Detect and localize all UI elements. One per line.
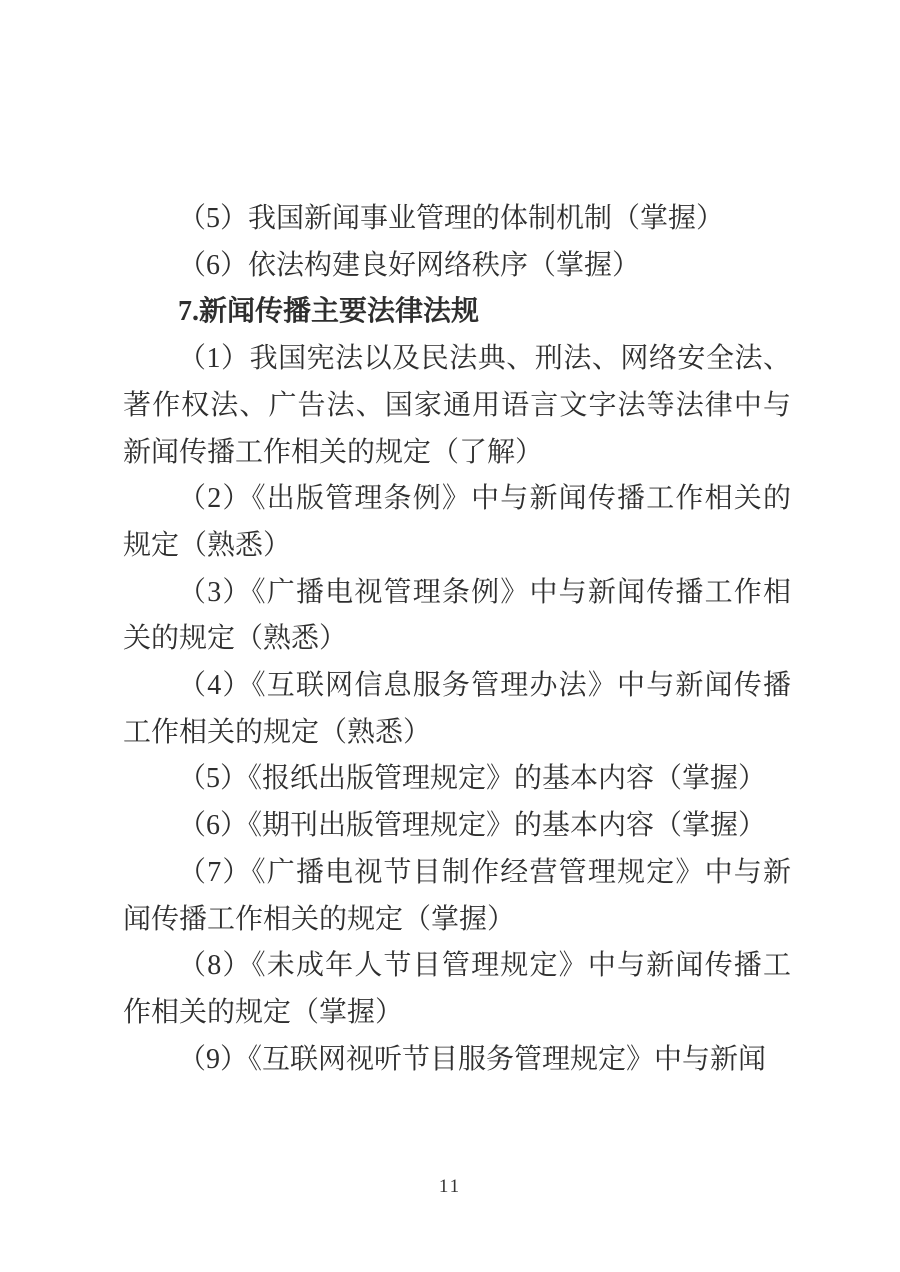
text-line: （5）我国新闻事业管理的体制机制（掌握） <box>178 203 725 234</box>
text-line: （6）依法构建良好网络秩序（掌握） <box>178 249 641 281</box>
text-line: （4）《互联网信息服务管理办法》中与新闻传播 <box>178 670 791 702</box>
section-heading: 7.新闻传播主要法律法规 <box>178 296 480 328</box>
text-line: （2）《出版管理条例》中与新闻传播工作相关的 <box>178 483 791 515</box>
text-line: 规定（熟悉） <box>123 529 292 561</box>
text-line: （9）《互联网视听节目服务管理规定》中与新闻 <box>178 1043 767 1075</box>
text-line: （7）《广播电视节目制作经营管理规定》中与新 <box>178 856 791 888</box>
document-body <box>123 196 791 1083</box>
text-line: 作相关的规定（掌握） <box>123 996 404 1028</box>
text-line: 工作相关的规定（熟悉） <box>123 716 432 748</box>
text-line: （5）《报纸出版管理规定》的基本内容（掌握） <box>178 763 767 795</box>
text-line: （8）《未成年人节目管理规定》中与新闻传播工 <box>178 950 791 982</box>
text-line: 关的规定（熟悉） <box>123 623 348 655</box>
text-line: 新闻传播工作相关的规定（了解） <box>123 436 544 468</box>
page-number: 11 <box>438 1176 462 1197</box>
text-line: （6）《期刊出版管理规定》的基本内容（掌握） <box>178 810 767 842</box>
text-line: 闻传播工作相关的规定（掌握） <box>123 903 516 935</box>
text-line: （1）我国宪法以及民法典、刑法、网络安全法、 <box>178 343 791 375</box>
text-line: 著作权法、广告法、国家通用语言文字法等法律中与 <box>123 389 791 421</box>
text-line: （3）《广播电视管理条例》中与新闻传播工作相 <box>178 576 791 608</box>
